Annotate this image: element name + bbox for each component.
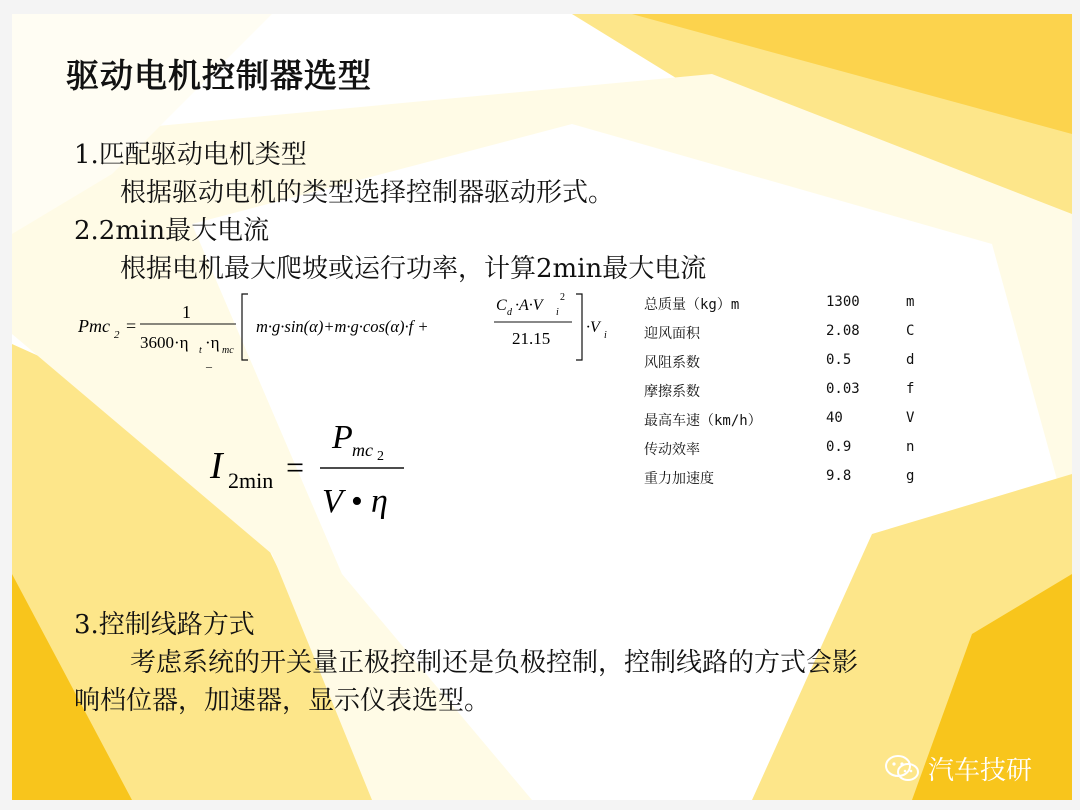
section-3-heading: 3.控制线路方式 bbox=[74, 610, 255, 640]
slide bbox=[12, 14, 1072, 800]
parameter-name: 重力加速度 bbox=[644, 471, 714, 487]
parameter-name: 最高车速（km/h） bbox=[644, 413, 762, 429]
formula1-frac-num: C bbox=[496, 297, 507, 314]
parameter-value: 0.9 bbox=[826, 439, 852, 455]
formula1-frac-num-sup: 2 bbox=[560, 292, 565, 303]
formula1-den-sub1: t bbox=[199, 345, 202, 356]
formula1-denominator: 3600·η bbox=[140, 333, 189, 352]
parameter-name: 迎风面积 bbox=[644, 326, 700, 342]
parameter-value: 2.08 bbox=[826, 323, 860, 339]
watermark-text: 汽车技研 bbox=[927, 756, 1032, 786]
parameter-name: 传动效率 bbox=[644, 442, 700, 458]
formula1-frac-num-rest: ·A·V bbox=[515, 297, 543, 314]
formula1-numerator: 1 bbox=[182, 302, 191, 322]
formula2-lhs: I bbox=[210, 445, 223, 487]
formula1-den-mid: ·η bbox=[205, 333, 220, 352]
svg-text:=: = bbox=[126, 316, 137, 336]
formula2-num-sub2: 2 bbox=[377, 449, 384, 464]
formula1-frac-num-sub: d bbox=[507, 307, 512, 318]
formula1-den-sub2: mc bbox=[222, 345, 234, 356]
page-title: 驱动电机控制器选型 bbox=[66, 56, 372, 95]
power-formula bbox=[76, 286, 616, 396]
formula2-lhs-sub: 2min bbox=[228, 468, 274, 493]
parameter-symbol: n bbox=[906, 439, 915, 455]
parameter-name: 风阻系数 bbox=[644, 355, 700, 371]
parameter-value: 0.03 bbox=[826, 381, 860, 397]
section-1-heading: 1.匹配驱动电机类型 bbox=[74, 140, 307, 170]
parameter-symbol: g bbox=[906, 468, 915, 484]
current-formula bbox=[192, 410, 412, 530]
formula1-tail: ·V bbox=[586, 319, 600, 336]
section-3-body-line1: 考虑系统的开关量正极控制还是负极控制，控制线路的方式会影 bbox=[130, 648, 859, 678]
parameter-symbol: d bbox=[906, 352, 915, 368]
parameter-value: 9.8 bbox=[826, 468, 852, 484]
parameter-symbol: m bbox=[906, 294, 915, 310]
wechat-icon bbox=[884, 754, 920, 784]
formula1-frac-den: 21.15 bbox=[512, 329, 551, 348]
parameter-value: 0.5 bbox=[826, 352, 852, 368]
section-3-body-line2: 响档位器，加速器，显示仪表选型。 bbox=[74, 686, 491, 716]
parameter-name: 总质量（kg）m bbox=[644, 297, 740, 313]
parameter-name: 摩擦系数 bbox=[644, 384, 700, 400]
formula1-tail-sub: i bbox=[604, 330, 607, 341]
parameter-value: 40 bbox=[826, 410, 843, 426]
formula2-num-sub: mc bbox=[352, 440, 373, 460]
parameter-value: 1300 bbox=[826, 294, 860, 310]
parameter-symbol: V bbox=[906, 410, 915, 426]
parameter-symbol: C bbox=[906, 323, 915, 339]
section-2-body: 根据电机最大爬坡或运行功率，计算2min最大电流 bbox=[120, 254, 707, 284]
formula2-den: V • η bbox=[322, 483, 388, 520]
parameter-symbol: f bbox=[906, 381, 915, 397]
section-2-heading: 2.2min最大电流 bbox=[74, 216, 270, 246]
svg-text:=: = bbox=[286, 449, 305, 485]
watermark bbox=[884, 750, 1032, 787]
formula1-lhs: Pmc bbox=[78, 316, 110, 336]
section-1-body: 根据驱动电机的类型选择控制器驱动形式。 bbox=[120, 178, 615, 208]
formula1-lhs-sub: 2 bbox=[114, 329, 120, 341]
formula1-frac-num-sub2: i bbox=[556, 307, 559, 318]
formula1-term1: m·g·sin(α)+m·g·cos(α)·f + bbox=[256, 317, 429, 336]
formula2-num: P bbox=[332, 419, 353, 456]
svg-text:–: – bbox=[206, 359, 212, 373]
